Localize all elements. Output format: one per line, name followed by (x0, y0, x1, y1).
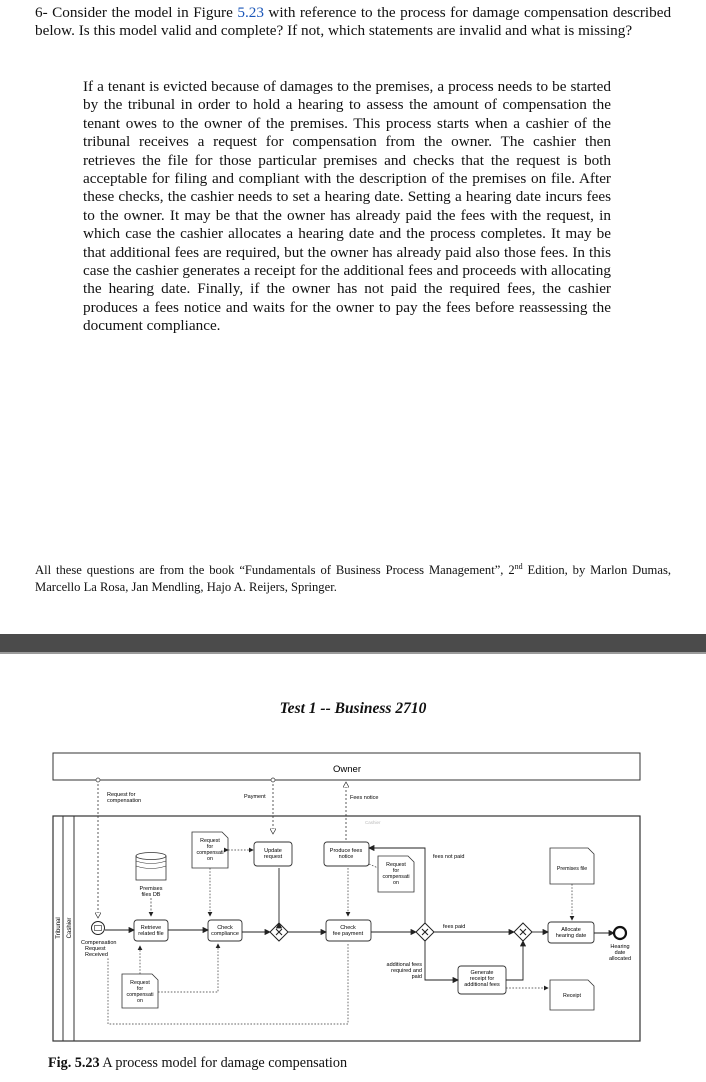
question-text (35, 4, 671, 41)
msg-request-label-2: compensation (107, 798, 142, 804)
process-description: If a tenant is evicted because of damages to the premises, a process needs to be started by the tribunal in order to hold a hearing to assess the amount of compensation the tenant owes to the owner of the premises. This process starts when a cashier of the tribunal receives a request for compensation from the owner. The cashier then retrieves the file for those particular premises and checks that the request is both acceptable for filing and compliant with the description of the premises on file. After these checks, the cashier needs to set a hearing date. Setting a hearing date incurs fees to the owner. It may be that the owner has already paid the fees with the request, in which case the cashier allocates a hearing date and the process completes. It may be that additional fees are required, but the owner has already paid also those fees. In this case the cashier generates a receipt for the additional fees and proceeds with allocating the hearing date. Finally, if the owner has not paid the required fees, the cashier produces a fees notice and waits for the owner to pay the fees before reassessing the document compliance. (83, 78, 611, 335)
flow-additional-label-3: paid (411, 974, 422, 980)
flow-fees-not-paid-label: fees not paid (433, 854, 465, 860)
task-allocate-label-2: hearing date (555, 933, 587, 939)
data-request-mid-label-4: on (393, 880, 399, 886)
start-event (92, 922, 105, 935)
figure-caption (48, 1055, 347, 1072)
task-generate-label-2: receipt for (469, 976, 495, 982)
data-request-top-label-2: for (206, 844, 214, 850)
task-retrieve-label-1: Retrieve (140, 925, 162, 931)
premises-db-store (136, 853, 166, 881)
data-request-bottom-label-2: for (136, 986, 144, 992)
question-number: 6- (35, 4, 48, 21)
data-request-mid-label-3: compensati (382, 874, 410, 880)
end-label-3: allocated (608, 956, 632, 962)
source-note (35, 558, 671, 596)
data-receipt-label: Receipt (563, 993, 581, 999)
end-event (614, 927, 626, 939)
page-divider-edge (0, 652, 706, 654)
data-request-top-label-1: Request (200, 838, 220, 844)
task-allocate-label-1: Allocate (561, 927, 581, 933)
data-request-mid-label-2: for (392, 868, 400, 874)
caption-label: Fig. 5.23 (48, 1055, 100, 1071)
task-generate-label-3: additional fees (464, 982, 500, 988)
data-request-top-label-3: compensati (196, 850, 224, 856)
page-divider (0, 634, 706, 652)
msg-start-circle-1 (96, 778, 100, 782)
msg-request-label-1: Request for (107, 792, 136, 798)
task-update-label-2: request (263, 854, 283, 860)
msg-fees-notice-label: Fees notice (350, 795, 379, 801)
flow-additional-label-1: additional fees (386, 962, 422, 968)
question-intro: Consider the model in Figure (52, 4, 233, 21)
task-update-label-1: Update (264, 848, 282, 854)
end-label-2: date (614, 950, 626, 956)
source-note-sup: nd (514, 562, 523, 571)
data-request-bottom-label-3: compensati (126, 992, 154, 998)
caption-text: A process model for damage compensation (102, 1055, 348, 1071)
start-label-1: Compensation (81, 940, 117, 946)
task-check-compliance-label-2: compliance (211, 931, 239, 937)
task-generate-label-1: Generate (470, 970, 494, 976)
data-premises-file-label: Premises file (556, 866, 588, 872)
data-request-mid-label-1: Request (386, 862, 406, 868)
task-retrieve-label-2: related file (138, 931, 164, 937)
data-request-bottom-label-1: Request (130, 980, 150, 986)
bpmn-diagram (48, 748, 644, 1048)
cashier-lane-label: Cashier (67, 917, 73, 939)
premises-db-label-1: Premises (139, 886, 163, 892)
task-check-compliance-label-1: Check (217, 925, 233, 931)
end-label-1: Hearing (610, 944, 630, 950)
owner-pool-label: Owner (333, 764, 361, 775)
test-title: Test 1 -- Business 2710 (279, 700, 427, 717)
data-request-bottom-label-4: on (137, 998, 143, 1004)
msg-payment-label: Payment (244, 794, 266, 800)
task-produce-label-2: notice (338, 854, 354, 860)
figure-link[interactable]: 5.23 (237, 4, 264, 21)
task-check-fee-label-2: fee payment (332, 931, 364, 937)
premises-db-label-2: files DB (141, 892, 161, 898)
tribunal-pool-label: Tribunal (56, 917, 62, 939)
data-request-top-label-4: on (207, 856, 213, 862)
flow-additional-label-2: required and (391, 968, 422, 974)
start-label-3: Received (85, 952, 108, 958)
source-note-suffix: Edition, by Marlon Dumas, Marcello La Rosa, Jan Mendling, Hajo A. Reijers, Springer. (35, 563, 671, 595)
msg-start-circle-2 (271, 778, 275, 782)
flow-fees-paid-label: fees paid (443, 924, 466, 930)
question-body: with reference to the process for damage compensation described below. Is this model valid and complete? If not, which statements are invalid and what is missing? (35, 4, 672, 40)
task-produce-label-1: Produce fees (329, 848, 363, 854)
start-label-2: Request (85, 946, 106, 952)
cashier-faint-label: Cashier (365, 820, 381, 825)
source-note-prefix: All these questions are from the book “Fundamentals of Business Process Management”, 2 (35, 563, 515, 578)
task-check-fee-label-1: Check (340, 925, 356, 931)
